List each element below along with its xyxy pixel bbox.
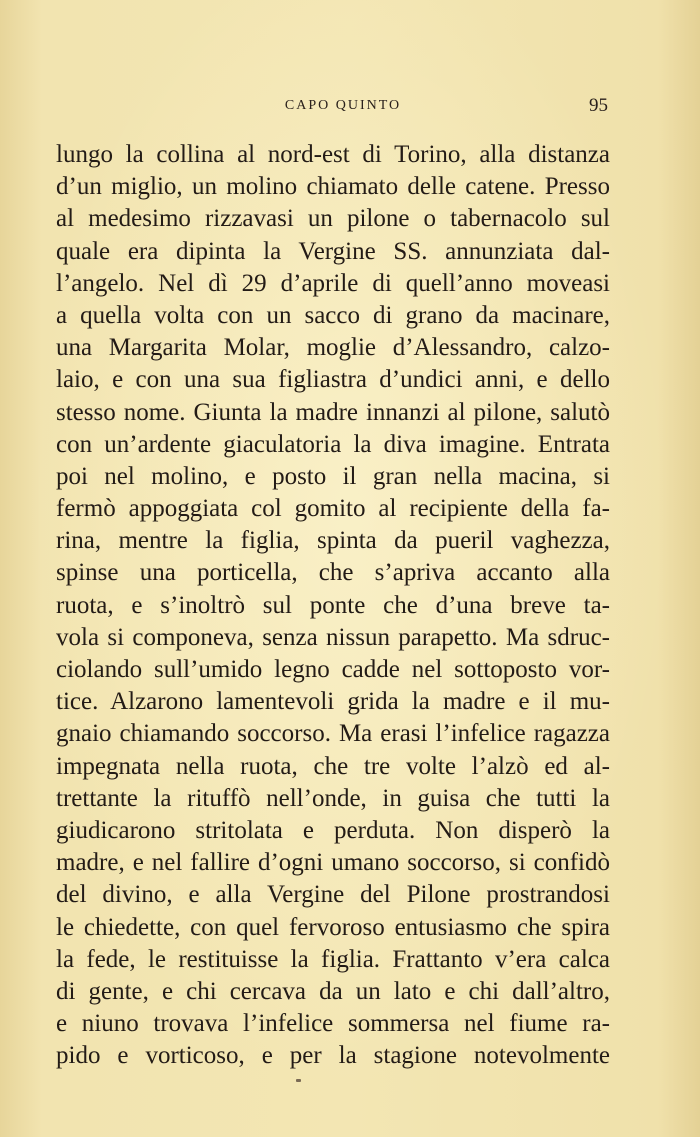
text-line: ciolando sull’umido legno cadde nel sottoposto vor- bbox=[56, 656, 610, 683]
ink-speck bbox=[296, 1079, 301, 1082]
text-line: d’un miglio, un molino chiamato delle catene. Presso bbox=[56, 173, 610, 201]
text-line: fermò appoggiata col gomito al recipiente della fa- bbox=[56, 495, 610, 523]
text-line: impegnata nella ruota, che tre volte l’alzò ed al- bbox=[56, 752, 610, 780]
text-line: con un’ardente giaculatoria la diva imagine. Entrata bbox=[56, 430, 610, 458]
text-line: madre, e nel fallire d’ogni umano soccorso, si confidò bbox=[56, 849, 610, 877]
page-header bbox=[56, 95, 610, 118]
text-line: rina, mentre la figlia, spinta da pueril vaghezza, bbox=[56, 527, 610, 555]
text-line: stesso nome. Giunta la madre innanzi al pilone, salutò bbox=[56, 398, 610, 426]
text-line: e niuno trovava l’infelice sommersa nel fiume ra- bbox=[56, 1010, 610, 1038]
text-line: del divino, e alla Vergine del Pilone prostrandosi bbox=[56, 881, 610, 909]
text-line: tice. Alzarono lamentevoli grida la madre e il mu- bbox=[56, 688, 610, 716]
text-line: lungo la collina al nord-est di Torino, alla distanza bbox=[56, 141, 610, 168]
text-line: al medesimo rizzavasi un pilone o tabernacolo sul bbox=[56, 205, 610, 233]
text-line: a quella volta con un sacco di grano da macinare, bbox=[56, 301, 610, 329]
text-line: le chiedette, con quel fervoroso entusiasmo che spira bbox=[56, 913, 610, 941]
text-line: ruota, e s’inoltrò sul ponte che d’una breve ta- bbox=[56, 591, 610, 619]
text-line: poi nel molino, e posto il gran nella macina, si bbox=[56, 462, 610, 490]
text-line: trettante la rituffò nell’onde, in guisa che tutti la bbox=[56, 784, 610, 812]
text-line: la fede, le restituisse la figlia. Frattanto v’era calca bbox=[56, 945, 610, 973]
body-text bbox=[56, 139, 610, 1072]
text-line: gnaio chiamando soccorso. Ma erasi l’infelice ragazza bbox=[56, 720, 610, 748]
page-number: 95 bbox=[589, 95, 608, 116]
text-line: spinse una porticella, che s’apriva accanto alla bbox=[56, 559, 610, 587]
text-line: vola si componeva, senza nissun parapetto. Ma sdruc- bbox=[56, 623, 610, 651]
text-line: giudicarono stritolata e perduta. Non disperò la bbox=[56, 816, 610, 844]
text-line: di gente, e chi cercava da un lato e chi dall’altro, bbox=[56, 977, 610, 1005]
text-line: quale era dipinta la Vergine SS. annunziata dal- bbox=[56, 237, 610, 265]
running-title: CAPO QUINTO bbox=[284, 98, 402, 113]
text-line: l’angelo. Nel dì 29 d’aprile di quell’anno moveasi bbox=[56, 269, 610, 297]
text-line: pido e vorticoso, e per la stagione notevolmente bbox=[56, 1042, 610, 1070]
text-line: una Margarita Molar, moglie d’Alessandro, calzo- bbox=[56, 334, 610, 362]
text-line: laio, e con una sua figliastra d’undici anni, e dello bbox=[56, 366, 610, 394]
